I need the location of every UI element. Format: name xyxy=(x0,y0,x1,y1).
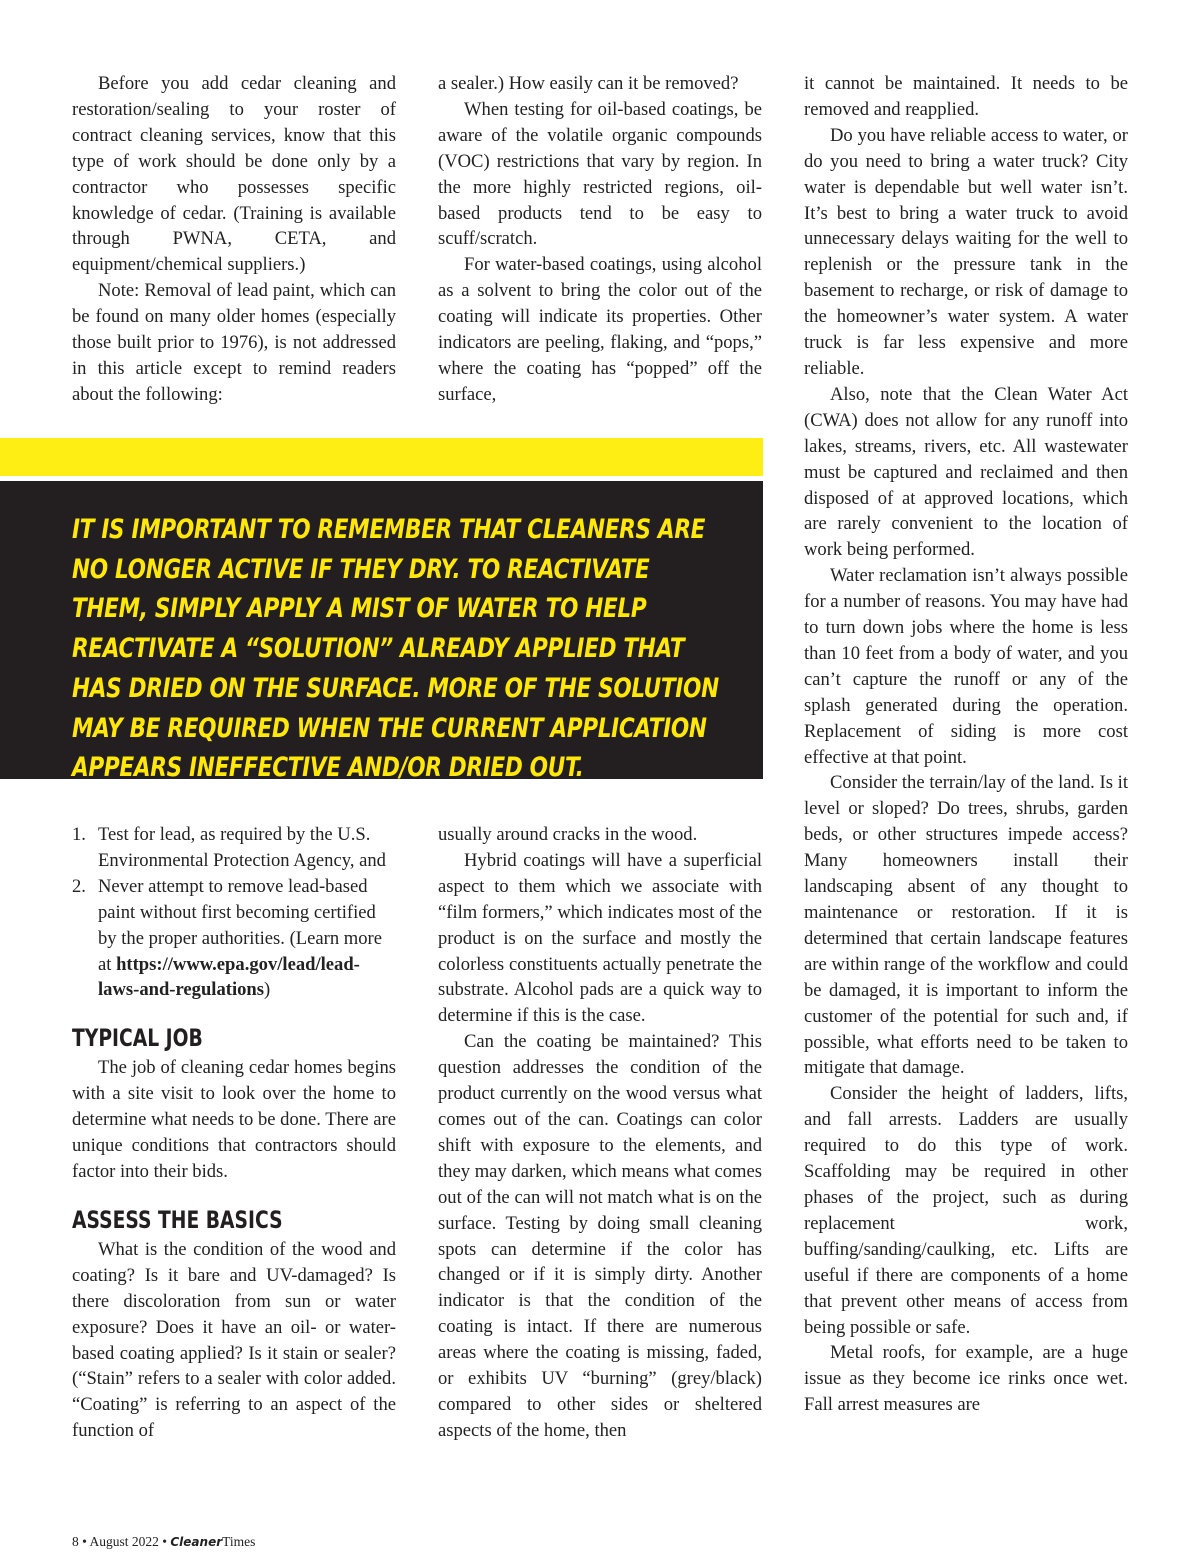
paragraph: a sealer.) How easily can it be removed? xyxy=(438,73,739,94)
list-item-text-end: ) xyxy=(264,979,271,1001)
paragraph: Before you add cedar cleaning and restoration/sealing to your roster of contract cleaning services, know that this type of work should be done only by a contractor who possesses specific knowledge of cedar. (Training is available through PWNA, CETA, and equipment/chemical suppliers.) xyxy=(72,73,396,276)
list-item xyxy=(72,874,396,1004)
article-column-middle-top xyxy=(438,71,762,408)
paragraph: Hybrid coatings will have a superficial aspect to them which we associate with “film formers,” which indicates most of the product is on the surface and mostly the colorless constituents actually penetrate the substrate. Alcohol pads are a quick way to determine if this is the case. xyxy=(438,849,762,1027)
section-heading-assess-basics: ASSESS THE BASICS xyxy=(72,1205,283,1234)
paragraph: Water reclamation isn’t always possible for a number of reasons. You may have had to turn down jobs where the home is less than 10 feet from a body of water, and you can’t capture the runoff or any of the splash generated during the operation. Replacement of siding is more cost effective at that point. xyxy=(804,565,1128,768)
list-item xyxy=(72,822,396,874)
pull-quote: IT IS IMPORTANT TO REMEMBER THAT CLEANERS ARE NO LONGER ACTIVE IF THEY DRY. TO REACTIVATE THEM, SIMPLY APPLY A MIST OF WATER TO HELP REACTIVATE A “SOLUTION” ALREADY APPLIED THAT HAS DRIED ON THE SURFACE. MORE OF THE SOLUTION MAY BE REQUIRED WHEN THE CURRENT APPLICATION APPEARS INEFFECTIVE AND/OR DRIED OUT. xyxy=(72,514,719,784)
separator: • xyxy=(162,1534,167,1549)
paragraph: Metal roofs, for example, are a huge issue as they become ice rinks once wet. Fall arrest measures are xyxy=(804,1342,1128,1416)
list-number: 1. xyxy=(72,824,86,845)
paragraph: it cannot be maintained. It needs to be removed and reapplied. xyxy=(804,73,1128,120)
page-footer xyxy=(72,1534,255,1550)
paragraph: Consider the terrain/lay of the land. Is it level or sloped? Do trees, shrubs, garden beds, or other structures impede access? Many homeowners install their landscaping absent of any thought to maintenance or restoration. If it is determined that certain landscape features are within range of the workflow and could be damaged, it is important to inform the customer of the potential for such and, if possible, what efforts need to be taken to mitigate that damage. xyxy=(804,772,1128,1079)
lead-safety-list xyxy=(72,822,396,1003)
paragraph: Do you have reliable access to water, or do you need to bring a water truck? City water is dependable but well water isn’t. It’s best to bring a water truck to avoid unnecessary delays waiting for the well to replenish or the pressure tank in the basement to recharge, or risk of damage to the homeowner’s water system. A water truck is far less expensive and more reliable. xyxy=(804,124,1128,379)
list-item-text: Test for lead, as required by the U.S. Environmental Protection Agency, and xyxy=(98,824,386,871)
paragraph: Can the coating be maintained? This question addresses the condition of the product currently on the wood versus what comes out of the can. Coatings can color shift with exposure to the elements, and they may darken, which means what comes out of the can will not match what is on the surface. Testing by doing small cleaning spots can determine if the color has changed or if it is simply dirty. Another indicator is that the condition of the coating is intact. If there are numerous areas where the coating is missing, faded, or exhibits UV “burning” (grey/black) compared to other sides or sheltered aspects of the home, then xyxy=(438,1031,762,1441)
separator: • xyxy=(82,1534,87,1549)
callout-accent-band xyxy=(0,438,763,476)
paragraph: For water-based coatings, using alcohol as a solvent to bring the color out of the coating will indicate its properties. Other indicators are peeling, flaking, and “pops,” where the coating has “popped” off the surface, xyxy=(438,254,762,405)
paragraph: Also, note that the Clean Water Act (CWA) does not allow for any runoff into lakes, streams, rivers, etc. All wastewater must be captured and reclaimed and then disposed of at approved locations, which are rarely convenient to the location of work being performed. xyxy=(804,383,1128,561)
paragraph: Consider the height of ladders, lifts, and fall arrests. Ladders are usually required to do this type of work. Scaffolding may be required in other phases of the project, such as during replacement work, buffing/sanding/caulking, etc. Lifts are useful if there are components of a home that prevent other means of access from being possible or safe. xyxy=(804,1083,1128,1338)
paragraph: What is the condition of the wood and coating? Is it bare and UV-damaged? Is there discoloration from sun or water exposure? Does it have an oil- or water-based coating applied? Is it stain or sealer? (“Stain” refers to a sealer with color added. “Coating” is referring to an aspect of the function of xyxy=(72,1238,396,1442)
article-column-left-bottom xyxy=(72,822,396,1444)
magazine-name-rest: Times xyxy=(222,1534,256,1549)
issue-date: August 2022 xyxy=(89,1534,159,1549)
section-heading-typical-job: TYPICAL JOB xyxy=(72,1024,203,1053)
list-number: 2. xyxy=(72,875,86,897)
article-column-middle-bottom xyxy=(438,822,762,1444)
page-number: 8 xyxy=(72,1534,79,1549)
paragraph: When testing for oil-based coatings, be aware of the volatile organic compounds (VOC) restrictions that vary by region. In the more highly restricted regions, oil-based products tend to be easy to scuff/scratch. xyxy=(438,98,762,250)
paragraph: Note: Removal of lead paint, which can be found on many older homes (especially those built prior to 1976), is not addressed in this article except to remind readers about the following: xyxy=(72,280,396,405)
epa-link[interactable]: https://www.epa.gov/lead/lead-laws-and-regulations xyxy=(98,953,360,1001)
magazine-name-brand: Cleaner xyxy=(170,1535,223,1549)
paragraph: usually around cracks in the wood. xyxy=(438,824,698,845)
paragraph: The job of cleaning cedar homes begins with a site visit to look over the home to determine what needs to be done. There are unique conditions that contractors should factor into their bids. xyxy=(72,1057,396,1182)
article-column-right xyxy=(804,71,1128,1418)
article-column-left-top xyxy=(72,71,396,408)
list-item-text: Never attempt to remove lead-based paint without first becoming certified by the proper authorities. (Learn more at xyxy=(98,875,382,975)
